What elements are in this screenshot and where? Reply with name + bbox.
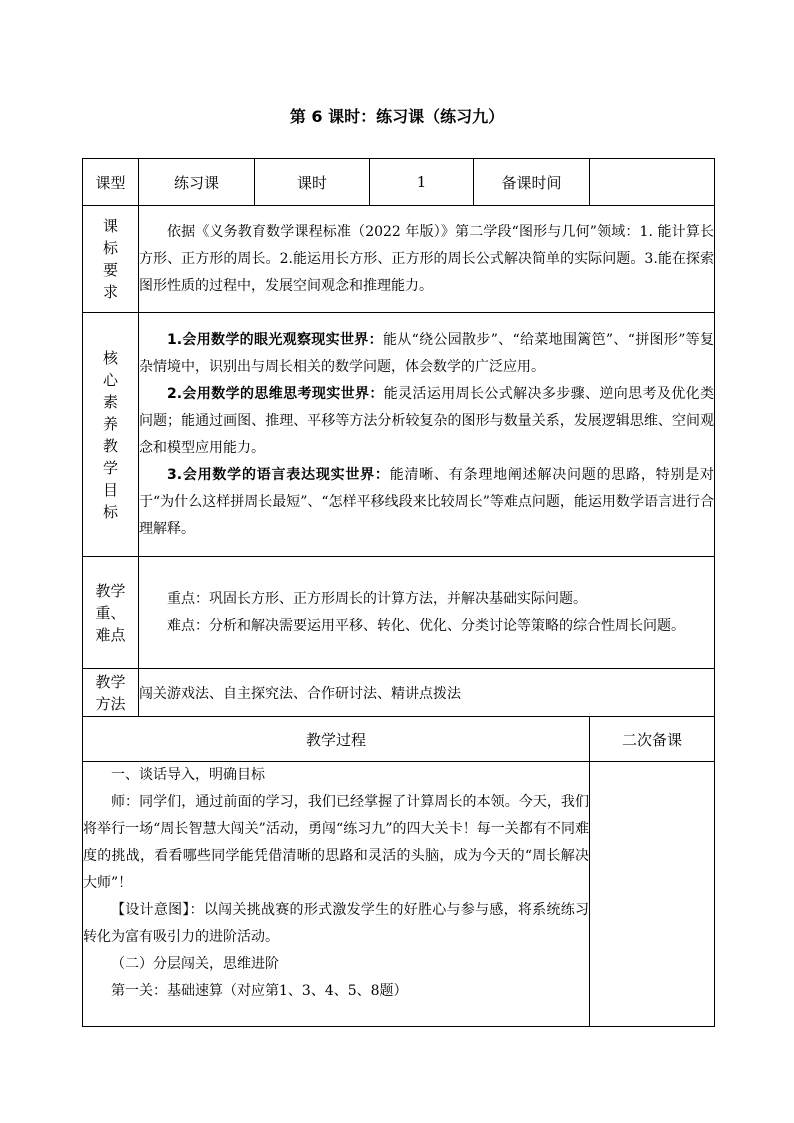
process-paragraph: （二）分层闯关，思维进阶	[111, 956, 279, 972]
process-header: 教学过程	[83, 717, 590, 762]
page-title: 第 6 课时：练习课（练习九）	[289, 107, 505, 126]
goal-item: 2.会用数学的思维思考现实世界：能灵活运用周长公式解决多步骤、逆向思考及优化类问题；能通过画图、推理、平移等方法分析较复杂的图形与数量关系，发展逻辑思维、空间观念和模型应用能力。	[139, 385, 715, 456]
second-prep-header: 二次备课	[590, 717, 715, 762]
process-paragraph: 【设计意图】：以闯关挑战赛的形式激发学生的好胜心与参与感，将系统练习转化为富有吸引力的进阶活动。	[83, 902, 589, 945]
process-row	[83, 762, 715, 1027]
second-prep-cell	[590, 762, 715, 1027]
prep-time-value	[590, 159, 715, 206]
method-row	[83, 669, 715, 717]
goals-label: 核 心 素 养 教 学 目 标	[83, 313, 139, 557]
prep-time-label: 备课时间	[474, 159, 590, 206]
goal-item: 3.会用数学的语言表达现实世界：能清晰、有条理地阐述解决问题的思路，特别是对于“为什么这样拼周长最短”、“怎样平移线段来比较周长”等难点问题，能运用数学语言进行合理解释。	[139, 466, 714, 537]
keypoints-row	[83, 557, 715, 669]
goals-row	[83, 313, 715, 557]
standard-label: 课 标 要 求	[83, 206, 139, 313]
standard-text: 依据《义务教育数学课程标准（2022 年版）》第二学段“图形与几何”领域：1. 能计算长方形、正方形的周长。2.能运用长方形、正方形的周长公式解决简单的实际问题。3.能在探索图形性质的过程中，发展空间观念和推理能力。	[139, 206, 715, 313]
info-row	[83, 159, 715, 206]
keypoints-label: 教学 重、 难点	[83, 557, 139, 669]
period-label: 课时	[255, 159, 370, 206]
process-paragraph: 第一关：基础速算（对应第1、3、4、5、8题）	[111, 983, 408, 999]
goal-item: 1.会用数学的眼光观察现实世界：能从“绕公园散步”、“给菜地围篱笆”、“拼图形”等复杂情境中，识别出与周长相关的数学问题，体会数学的广泛应用。	[139, 331, 714, 375]
process-paragraph: 一、谈话导入，明确目标	[111, 767, 265, 783]
process-header-row	[83, 717, 715, 762]
goals-text	[139, 313, 715, 557]
keypoints-text: 重点：巩固长方形、正方形周长的计算方法，并解决基础实际问题。 难点：分析和解决需要运用平移、转化、优化、分类讨论等策略的综合性周长问题。	[139, 557, 715, 669]
type-value: 练习课	[139, 159, 255, 206]
process-content	[83, 762, 590, 1027]
period-value: 1	[370, 159, 474, 206]
process-paragraph: 师：同学们，通过前面的学习，我们已经掌握了计算周长的本领。今天，我们将举行一场“周长智慧大闯关”活动，勇闯“练习九”的四大关卡！每一关都有不同难度的挑战，看看哪些同学能凭借清晰的思路和灵活的头脑，成为今天的“周长解决大师”！	[83, 794, 589, 891]
method-label: 教学 方法	[83, 669, 139, 717]
method-text: 闯关游戏法、自主探究法、合作研讨法、精讲点拨法	[139, 669, 715, 717]
standard-row	[83, 206, 715, 313]
lesson-plan-table	[82, 158, 715, 1027]
type-label: 课型	[83, 159, 139, 206]
